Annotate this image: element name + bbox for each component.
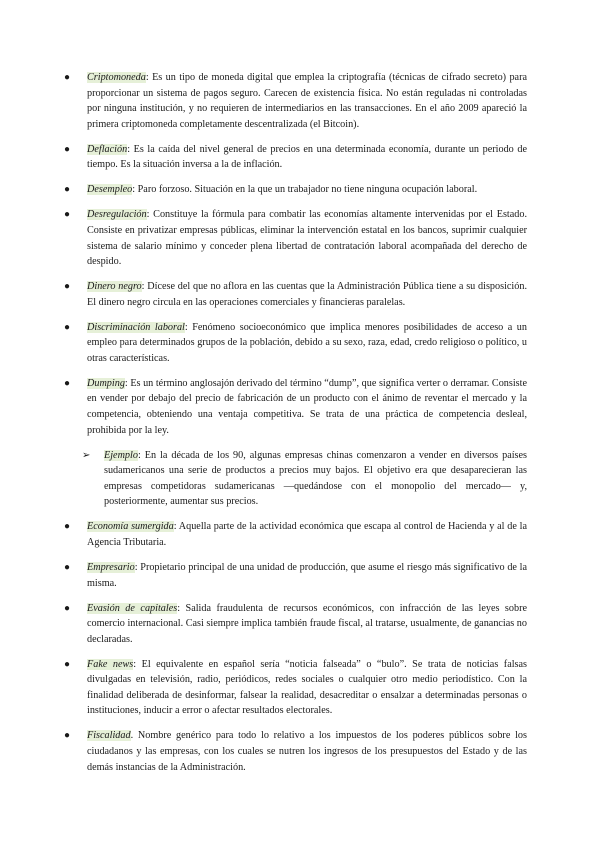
bullet-icon: ● [64,561,71,573]
entry-definition: : Propietario principal de una unidad de producción, que asume el riesgo más significativo de la misma. [87,561,527,589]
entry-definition: : Es un término anglosajón derivado del término “dump”, que significa verter o derramar. Consiste en vender por debajo del precio de fabricación de un producto con el ánimo de reventar el mercado y la competencia, obteniendo una ventaja competitiva. Se trata de una práctica de competencia desleal, prohibida por la ley. [87,377,527,436]
glossary-entry [64,320,527,367]
glossary-entry [64,70,527,132]
entry-term: Criptomoneda [87,72,146,83]
glossary-entry [64,560,527,591]
entry-term: Discriminación laboral [87,321,185,333]
glossary-entry [64,519,527,550]
entry-term: Dinero negro [87,281,142,293]
glossary-entry [64,601,527,648]
entry-term: Deflación [87,143,128,155]
entry-term: Desempleo [87,184,133,196]
example-term: Ejemplo [104,449,138,461]
entry-term: Economía sumergida [87,521,174,533]
bullet-icon: ● [64,209,71,221]
bullet-icon: ● [64,184,71,196]
entry-definition: : Fenómeno socioeconómico que implica menores posibilidades de acceso a un empleo para determinados grupos de la población, debido a su sexo, raza, edad, credo religioso o político, u otras características. [87,321,527,364]
bullet-icon: ● [64,143,71,155]
glossary-entry [64,207,527,269]
bullet-icon: ● [64,321,71,333]
entry-term: Empresario [87,561,135,573]
entry-term: Fake news [87,658,134,670]
glossary-entry [64,182,527,198]
bullet-icon: ● [64,602,71,614]
glossary-entry [64,142,527,173]
entry-definition: . Nombre genérico para todo lo relativo a los impuestos de los poderes públicos sobre los ciudadanos y las empresas, con los cuales se nutren los ingresos de los presupuestos del Estado y de las demás instancias de la Administración. [87,730,527,773]
bullet-icon: ● [64,72,71,83]
example-entry [82,448,527,510]
bullet-icon: ● [64,730,71,742]
entry-definition: : El equivalente en español sería “noticia falseada” o “bulo”. Se trata de noticias falsas divulgadas en televisión, radio, periódicos, redes sociales o cualquier otro medio periodístico. Con la finalidad deliberada de desinformar, falsear la realidad, desacreditar o ensalzar a determinadas personas o instituciones, inducir a error o afectar resultados electorales. [87,658,527,717]
glossary-entry [64,657,527,719]
entry-definition: : Constituye la fórmula para combatir las economías altamente intervenidas por el Estado. Consiste en privatizar empresas públicas, eliminar la intervención estatal en los bancos, suprimir cualquier sistema de salario mínimo y conceder plena libertad de contratación laboral acompañada del derecho de despido. [87,209,527,268]
entry-term: Dumping [87,377,125,389]
arrow-bullet-icon: ➢ [82,449,91,461]
bullet-icon: ● [64,281,71,293]
glossary-entry [64,728,527,775]
glossary-entry [64,279,527,310]
entry-term: Evasión de capitales [87,602,178,614]
entry-definition: : Paro forzoso. Situación en la que un trabajador no tiene ninguna ocupación laboral. [132,184,478,196]
bullet-icon: ● [64,377,71,389]
entry-definition: : Aquella parte de la actividad económica que escapa al control de Hacienda y al de la Agencia Tributaria. [87,521,527,548]
entry-definition: : Es un tipo de moneda digital que emplea la criptografía (técnicas de cifrado secreto) para proporcionar un sistema de pagos seguro. Carecen de existencia física. No están reguladas ni controladas por ninguna institución, y no requieren de intermediarios en las transacciones. En el año 2009 apareció la primera criptomoneda completamente descentralizada (el Bitcoin). [87,72,527,130]
entry-definition: : Es la caída del nivel general de precios en una determinada economía, durante un periodo de tiempo. Es la situación inversa a la de inflación. [87,143,527,171]
glossary-entry [64,376,527,438]
entry-definition: : Salida fraudulenta de recursos económicos, con infracción de las leyes sobre comercio internacional. Casi siempre implica también fraude fiscal, al tratarse, usualmente, de ganancias no declaradas. [87,602,527,645]
entry-term: Desregulación [87,209,147,221]
entry-definition: : Dícese del que no aflora en las cuentas que la Administración Pública tiene a su disposición. El dinero negro circula en las operaciones comerciales y financieras paralelas. [87,281,527,308]
example-text: : En la década de los 90, algunas empresas chinas comenzaron a vender en diversos países sudamericanos una serie de productos a precios muy bajos. El objetivo era que desaparecieran las empresas competidoras sudamericanas —quedándose con el monopolio del mercado— y, posteriormente, aumentar sus precios. [104,449,527,508]
bullet-icon: ● [64,658,71,670]
entry-term: Fiscalidad [87,730,131,742]
bullet-icon: ● [64,521,71,533]
